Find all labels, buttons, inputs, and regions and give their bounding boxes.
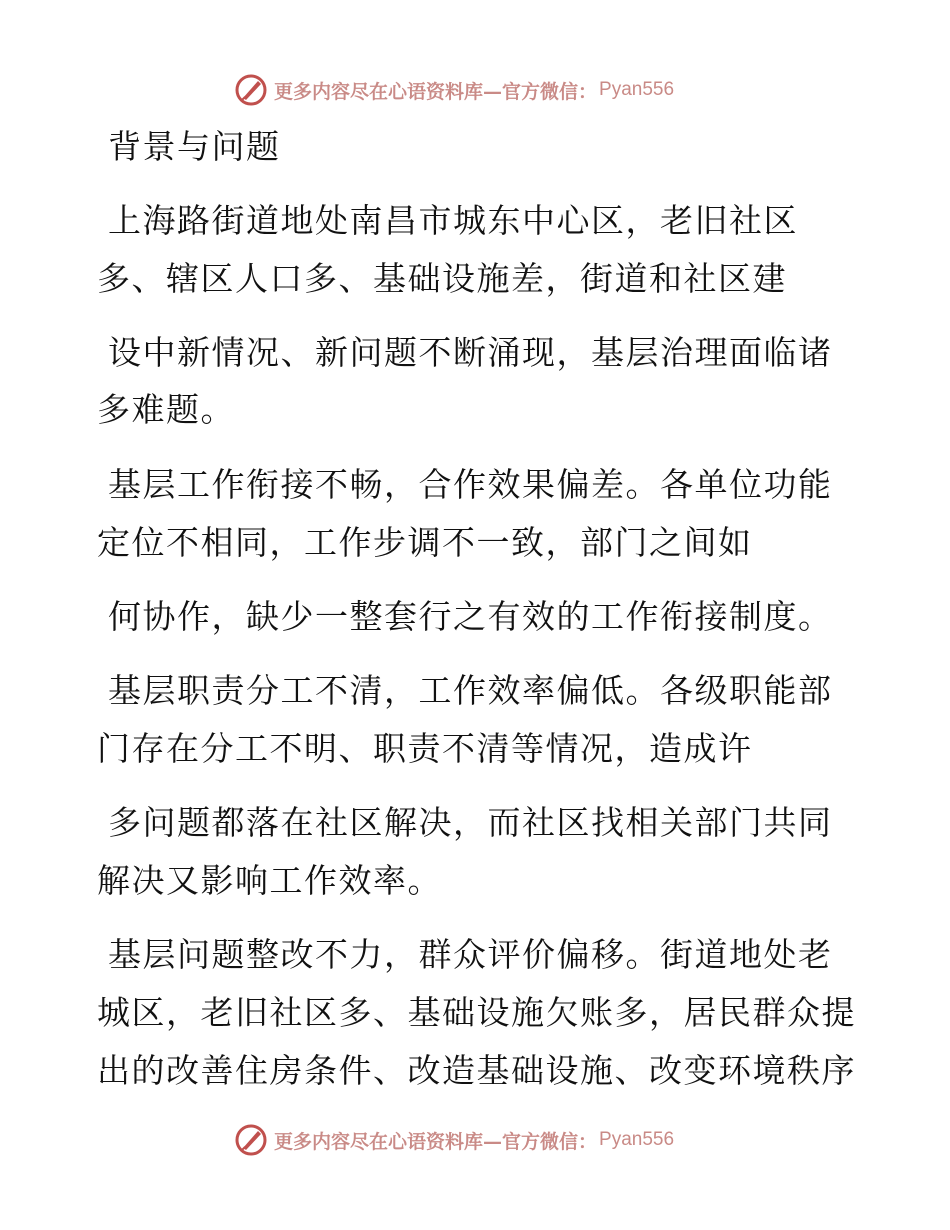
text-line: 上海路街道地处南昌市城东中心区，老旧社区: [108, 201, 798, 240]
watermark-text: 更多内容尽在心语资料库—官方微信：: [274, 80, 598, 103]
text-line: 定位不相同，工作步调不一致，部门之间如: [97, 523, 753, 562]
text-line: 多、辖区人口多、基础设施差，街道和社区建: [97, 259, 787, 298]
quill-seal-icon: [234, 1123, 268, 1157]
text-line: 解决又影响工作效率。: [97, 861, 442, 900]
quill-seal-icon: [234, 73, 268, 107]
watermark-id: Pyan556: [599, 1129, 675, 1150]
footer-watermark: [234, 1122, 714, 1158]
text-line: 出的改善住房条件、改造基础设施、改变环境秩序: [97, 1051, 856, 1090]
text-line: 多难题。: [97, 390, 235, 429]
header-watermark: [234, 72, 714, 108]
text-line: 设中新情况、新问题不断涌现，基层治理面临诸: [108, 333, 833, 372]
text-line: 基层职责分工不清，工作效率偏低。各级职能部: [108, 671, 833, 710]
text-line: 城区，老旧社区多、基础设施欠账多，居民群众提: [97, 993, 856, 1032]
text-line: 基层工作衔接不畅，合作效果偏差。各单位功能: [108, 465, 833, 504]
watermark-id: Pyan556: [599, 79, 675, 100]
watermark-text: 更多内容尽在心语资料库—官方微信：: [274, 1130, 598, 1153]
text-line: 门存在分工不明、职责不清等情况，造成许: [97, 729, 753, 768]
text-line: 何协作，缺少一整套行之有效的工作衔接制度。: [108, 597, 833, 636]
section-heading: 背景与问题: [108, 127, 281, 166]
text-line: 多问题都落在社区解决，而社区找相关部门共同: [108, 803, 833, 842]
text-line: 基层问题整改不力，群众评价偏移。街道地处老: [108, 935, 833, 974]
